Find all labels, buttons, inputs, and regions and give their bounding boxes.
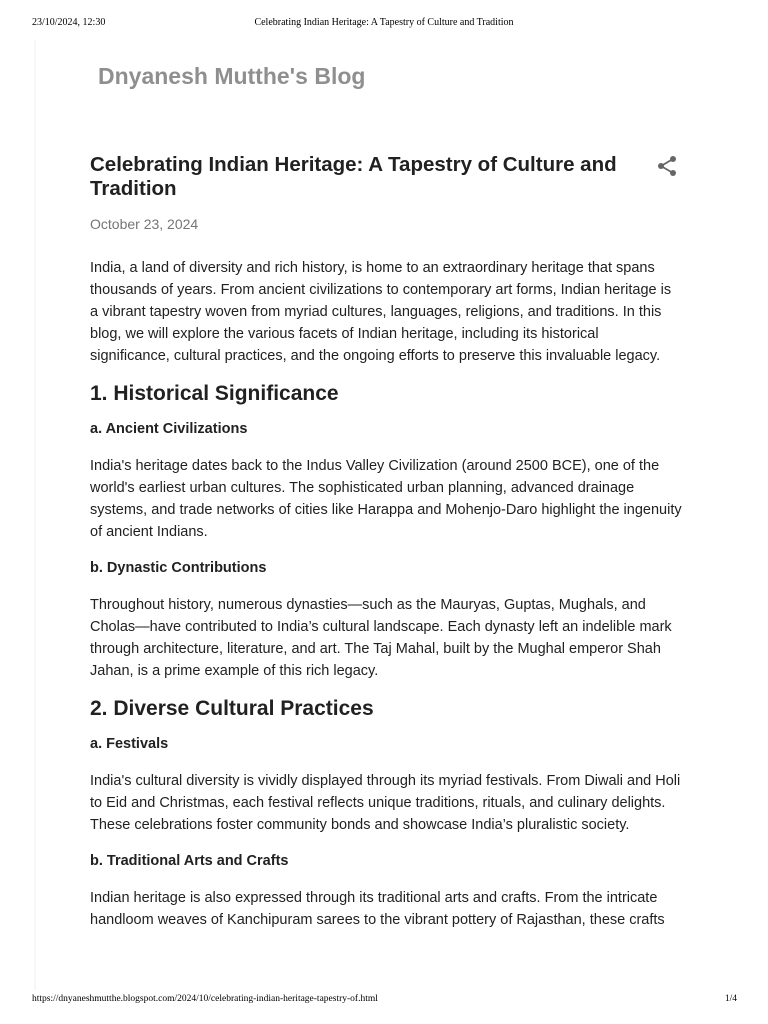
subsection-paragraph: India's cultural diversity is vividly displayed through its myriad festivals. From Diwali and Holi to Eid and Christmas, each festival reflects unique traditions, rituals, and culinary delights. These celebrations foster community bonds and showcase India’s pluralistic society. (90, 773, 681, 833)
subsection-paragraph: Throughout history, numerous dynasties—such as the Mauryas, Guptas, Mughals, and Cholas—have contributed to India’s cultural landscape. Each dynasty left an indelible mark through architecture, literature, and art. The Taj Mahal, built by the Mughal emperor Shah Jahan, is a prime example of this rich legacy. (90, 597, 672, 679)
subsection-paragraph: Indian heritage is also expressed through its traditional arts and crafts. From the intricate handloom weaves of Kanchipuram sarees to the vibrant pottery of Rajasthan, these crafts (90, 890, 665, 928)
subsection-heading: b. Traditional Arts and Crafts (90, 853, 289, 869)
print-page-title: Celebrating Indian Heritage: A Tapestry of Culture and Tradition (254, 17, 514, 28)
intro-paragraph: India, a land of diversity and rich history, is home to an extraordinary heritage that spans thousands of years. From ancient civilizations to contemporary art forms, Indian heritage is a vibrant tapestry woven from myriad cultures, languages, religions, and traditions. In this blog, we will explore the various facets of Indian heritage, including its historical significance, cultural practices, and the ongoing efforts to preserve this invaluable legacy. (90, 260, 672, 364)
print-header (0, 17, 768, 31)
subsection-heading: a. Festivals (90, 736, 169, 752)
print-url: https://dnyaneshmutthe.blogspot.com/2024/10/celebrating-indian-heritage-tapestry-of.html (32, 994, 378, 1004)
subsection-heading: b. Dynastic Contributions (90, 560, 267, 576)
post-date: October 23, 2024 (90, 216, 199, 232)
print-footer (0, 994, 768, 1008)
subsection-heading: a. Ancient Civilizations (90, 421, 248, 437)
post-title: Celebrating Indian Heritage: A Tapestry of Culture and Tradition (90, 153, 617, 200)
print-datetime: 23/10/2024, 12:30 (32, 17, 106, 28)
print-page-number: 1/4 (724, 994, 737, 1004)
subsection-paragraph: India's heritage dates back to the Indus Valley Civilization (around 2500 BCE), one of the world's earliest urban cultures. The sophisticated urban planning, advanced drainage systems, and trade networks of cities like Harappa and Mohenjo-Daro highlight the ingenuity of ancient Indians. (90, 458, 682, 540)
section-heading: 1. Historical Significance (90, 382, 339, 405)
share-icon-graphic (655, 154, 679, 178)
blog-name-link[interactable]: Dnyanesh Mutthe's Blog (98, 63, 366, 89)
post-body (90, 257, 682, 931)
page-edge-divider (34, 40, 36, 990)
section-heading: 2. Diverse Cultural Practices (90, 697, 374, 720)
share-icon[interactable] (655, 154, 679, 178)
